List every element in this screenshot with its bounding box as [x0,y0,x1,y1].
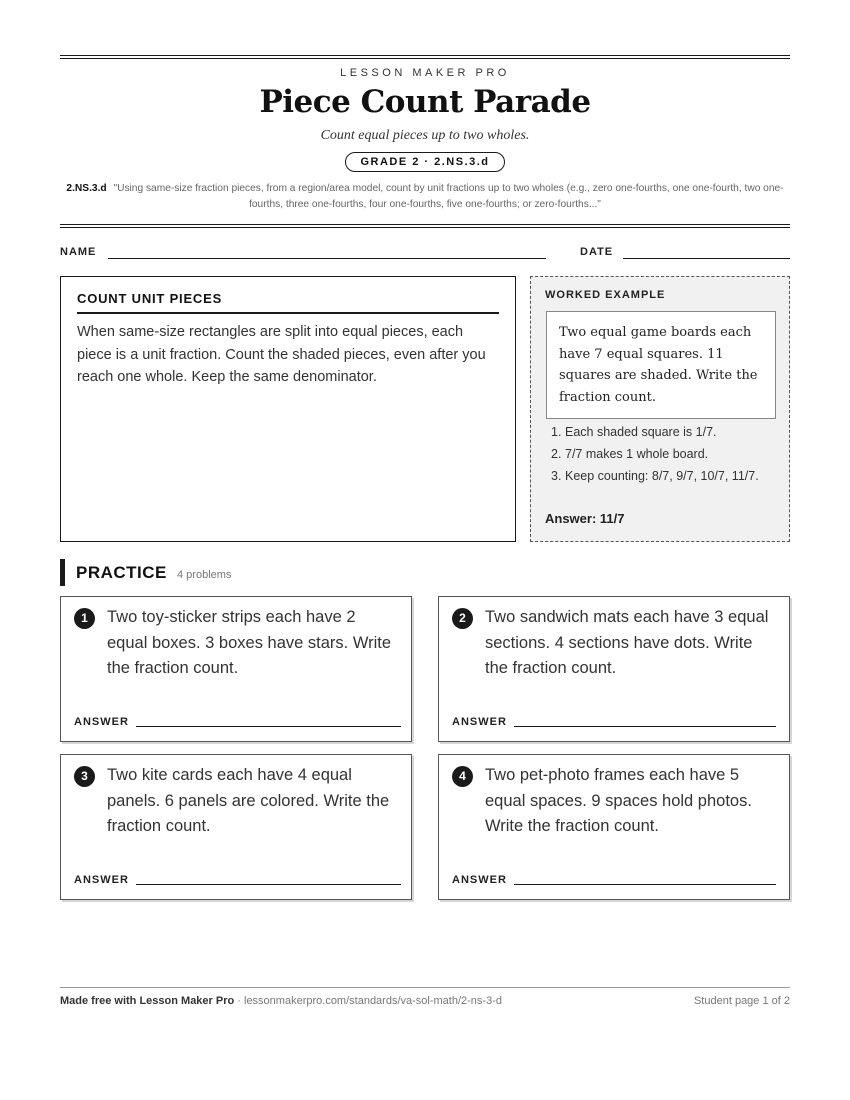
worked-example-title: WORKED EXAMPLE [545,289,666,301]
answer-label: ANSWER [74,716,129,728]
concept-box [60,276,516,542]
problem-number-badge: 2 [452,608,473,629]
name-label: NAME [60,246,97,258]
worked-step: 3. Keep counting: 8/7, 9/7, 10/7, 11/7. [551,469,759,483]
page-title: Piece Count Parade [259,84,591,120]
concept-body: When same-size rectangles are split into equal pieces, each piece is a unit fraction. Count the shaded pieces, even after you reach one whole. Keep the same denominator. [77,324,486,385]
answer-label: ANSWER [452,716,507,728]
problem-text: Two toy-sticker strips each have 2 equal boxes. 3 boxes have stars. Write the fraction count. [107,608,392,677]
problem-card-2 [438,596,790,742]
grade-badge-wrap [60,152,790,172]
problem-text: Two kite cards each have 4 equal panels. 6 panels are colored. Write the fraction count. [107,766,390,835]
answer-field[interactable] [514,726,776,727]
footer-page-label: Student page 1 of 2 [693,995,790,1007]
worksheet-page [60,0,790,1100]
standard-statement [60,181,790,213]
practice-count: 4 problems [177,569,232,581]
problem-number-badge: 3 [74,766,95,787]
worked-step: 2. 7/7 makes 1 whole board. [551,447,709,461]
date-field[interactable] [623,258,790,259]
problem-card-1 [60,596,412,742]
problem-card-3 [60,754,412,900]
page-subtitle: Count equal pieces up to two wholes. [320,128,530,143]
problem-text: Two pet-photo frames each have 5 equal spaces. 9 spaces hold photos. Write the fraction count. [485,766,752,835]
standard-code: 2.NS.3.d [66,183,107,194]
answer-field[interactable] [136,884,401,885]
grade-badge: GRADE 2 · 2.NS.3.d [345,152,504,172]
footer-url[interactable]: lessonmakerpro.com/standards/va-sol-math/2-ns-3-d [244,995,502,1007]
problem-card-4 [438,754,790,900]
footer-made-with: Made free with Lesson Maker Pro [60,995,235,1007]
footer-credit [60,995,502,1007]
header-top-rule [60,55,790,59]
footer-rule [60,987,790,988]
problem-text: Two sandwich mats each have 3 equal sections. 4 sections have dots. Write the fraction count. [485,608,769,677]
answer-label: ANSWER [452,874,507,886]
standard-text: "Using same-size fraction pieces, from a region/area model, count by unit fractions up to two wholes (e.g., zero one-fourths, one one-fourth, two one-fourths, three one-fourths, four one-fourths, five one-fourths; or zero-fourths..." [113,183,784,210]
concept-title: COUNT UNIT PIECES [77,291,499,314]
worked-example-answer: Answer: 11/7 [545,511,625,526]
answer-field[interactable] [136,726,401,727]
name-field[interactable] [108,258,546,259]
practice-accent-bar [60,559,65,586]
worked-example-steps [551,423,773,489]
answer-field[interactable] [514,884,776,885]
answer-label: ANSWER [74,874,129,886]
header-bottom-rule [60,224,790,228]
worked-example-prompt: Two equal game boards each have 7 equal squares. 11 squares are shaded. Write the fraction count. [546,311,776,419]
footer-separator: · [234,995,244,1007]
brand-name: LESSON MAKER PRO [340,67,510,79]
problem-number-badge: 4 [452,766,473,787]
worked-step: 1. Each shaded square is 1/7. [551,425,717,439]
worked-example-box [530,276,790,542]
practice-title: PRACTICE [76,563,167,582]
problem-number-badge: 1 [74,608,95,629]
date-label: DATE [580,246,614,258]
